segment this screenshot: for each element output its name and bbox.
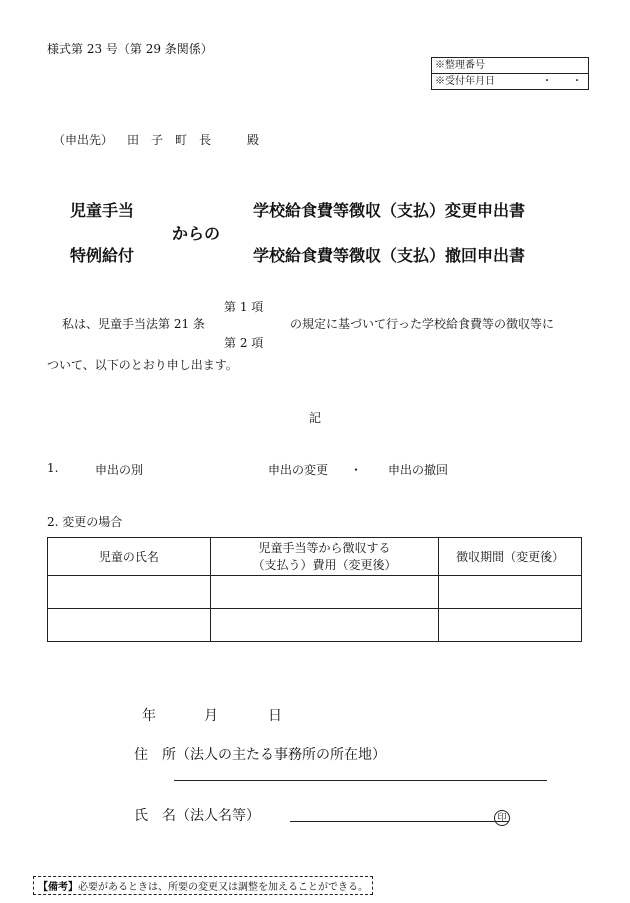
title-special-benefit: 特例給付 [70,246,135,265]
address-line[interactable] [174,780,547,781]
seal-mark [494,805,510,826]
receipt-date-dots: ・ ・ [542,76,582,87]
table-header-row [48,538,582,576]
address-label: 住 所（法人の主たる事務所の所在地） [134,747,386,763]
intro-text-part3: ついて、以下のとおり申し出ます。 [47,358,238,372]
addressee-label: （申出先） [53,133,114,147]
date-day: 日 [268,708,282,724]
intro-option-paragraph-2: 第 2 項 [224,336,264,350]
addressee-name: 田 子 町 長 [127,133,212,147]
option-withdraw: 申出の撤回 [388,463,449,477]
option-change: 申出の変更 [268,463,329,477]
receipt-number-row [432,58,588,73]
cell-child-name[interactable] [48,609,211,642]
header-period: 徴収期間（変更後） [439,538,582,576]
cell-period[interactable] [439,576,582,609]
change-table [47,537,582,642]
cell-period[interactable] [439,609,582,642]
ki-label: 記 [309,411,322,425]
intro-text-part1: 私は、児童手当法第 21 条 [62,317,205,331]
cell-cost[interactable] [210,609,439,642]
cell-cost[interactable] [210,576,439,609]
header-cost: 児童手当等から徴収する （支払う）費用（変更後） [210,538,439,576]
option-separator: ・ [350,463,363,477]
name-line[interactable] [290,821,508,822]
date-month: 月 [204,708,218,724]
receipt-box [431,57,589,90]
title-child-allowance: 児童手当 [70,201,135,220]
form-number: 様式第 23 号（第 29 条関係） [47,42,213,56]
addressee-honorific: 殿 [247,133,260,147]
name-label: 氏 名（法人名等） [134,808,260,824]
table-row [48,609,582,642]
receipt-date-row [432,73,588,89]
remarks-tag: 【備考】 [38,882,78,893]
receipt-number-label: ※整理番号 [435,60,485,71]
item2-label: 2. 変更の場合 [47,515,123,529]
item1-number: 1. [47,461,59,475]
header-child-name: 児童の氏名 [48,538,211,576]
intro-option-paragraph-1: 第 1 項 [224,300,264,314]
seal-icon: 印 [494,810,510,826]
title-withdraw-request: 学校給食費等徴収（支払）撤回申出書 [253,246,526,265]
table-row [48,576,582,609]
title-change-request: 学校給食費等徴収（支払）変更申出書 [253,201,526,220]
remarks-text: 必要があるときは、所要の変更又は調整を加えることができる。 [78,882,368,893]
intro-text-part2: の規定に基づいて行った学校給食費等の徴収等に [290,317,555,331]
date-year: 年 [142,708,156,724]
title-from: からの [172,224,221,243]
item1-label: 申出の別 [95,463,144,477]
cell-child-name[interactable] [48,576,211,609]
remarks-note [33,876,373,895]
receipt-date-label: ※受付年月日 [435,76,495,87]
